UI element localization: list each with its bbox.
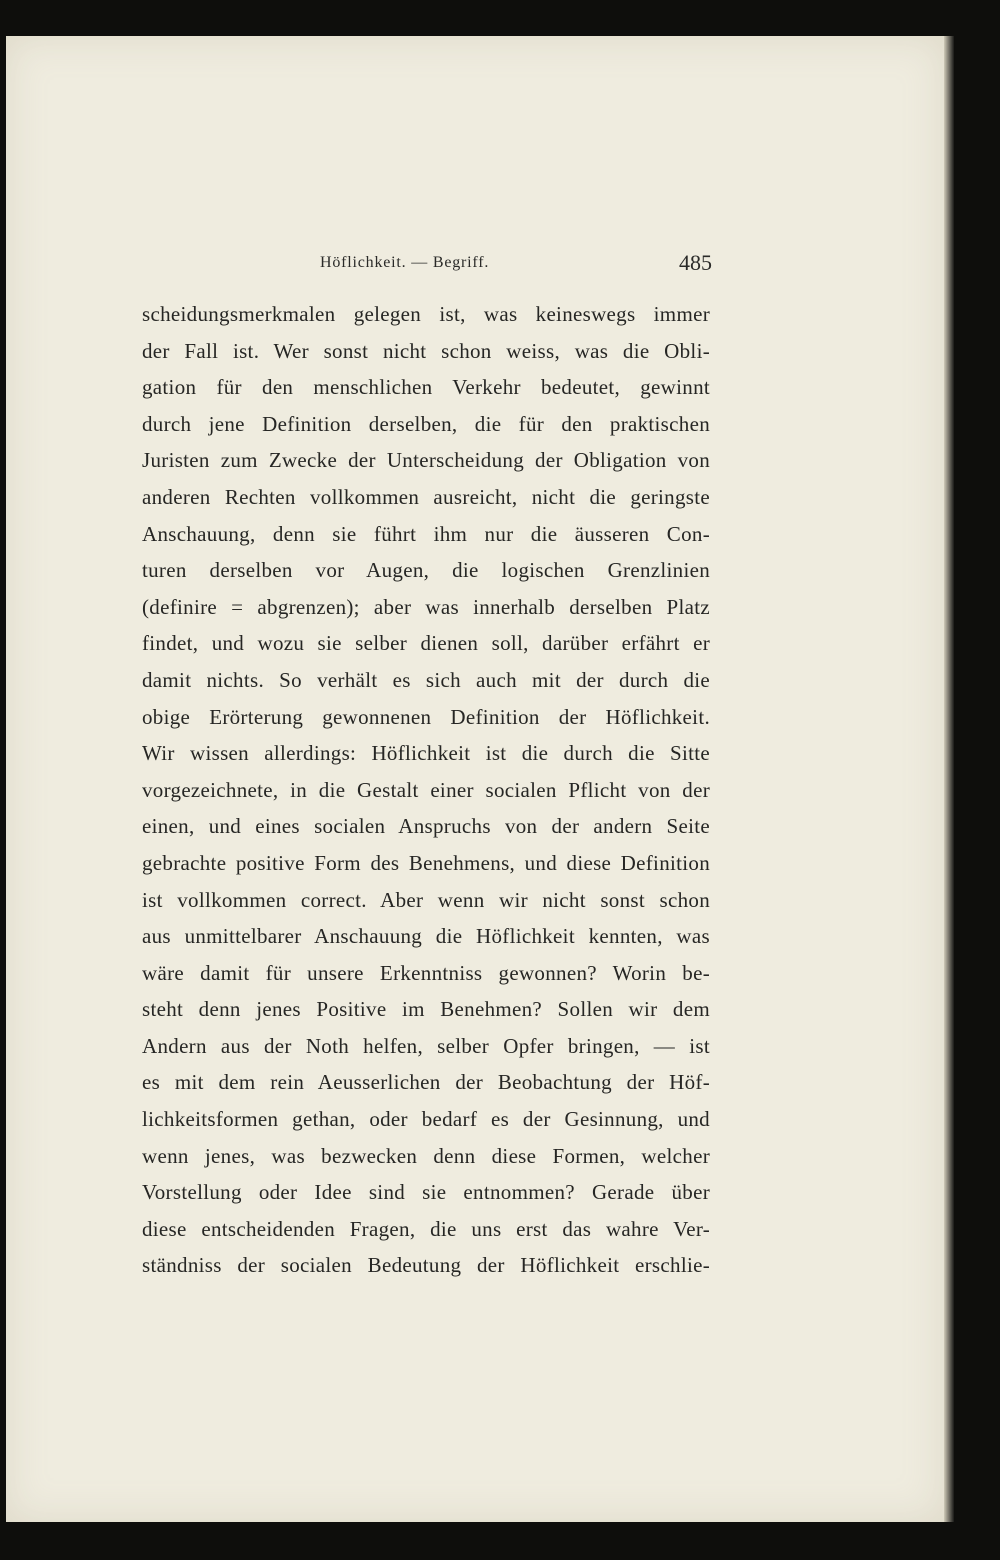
text-line: lichkeitsformen gethan, oder bedarf es der Gesinnung, und	[142, 1107, 710, 1132]
text-line: damit nichts. So verhält es sich auch mit der durch die	[142, 667, 710, 692]
text-line: der Fall ist. Wer sonst nicht schon weiss, was die Obli-	[142, 338, 710, 363]
text-line: vorgezeichnete, in die Gestalt einer socialen Pflicht von der	[142, 777, 710, 802]
page-number: 485	[679, 250, 712, 275]
text-line: einen, und eines socialen Anspruchs von der andern Seite	[142, 814, 710, 839]
text-line: durch jene Definition derselben, die für den praktischen	[142, 411, 710, 436]
text-line: diese entscheidenden Fragen, die uns erst das wahre Ver-	[142, 1216, 710, 1241]
text-line: Juristen zum Zwecke der Unterscheidung der Obligation von	[142, 448, 710, 473]
running-head	[142, 250, 712, 280]
text-line: steht denn jenes Positive im Benehmen? Sollen wir dem	[142, 997, 710, 1022]
body-text	[142, 296, 710, 1284]
running-title: Höflichkeit. — Begriff.	[320, 254, 490, 271]
text-line: es mit dem rein Aeusserlichen der Beobachtung der Höf-	[142, 1070, 710, 1095]
text-line: Andern aus der Noth helfen, selber Opfer bringen, — ist	[142, 1033, 710, 1058]
book-page	[6, 36, 944, 1522]
text-line: obige Erörterung gewonnenen Definition der Höflichkeit.	[142, 704, 710, 729]
text-line: (definire = abgrenzen); aber was innerhalb derselben Platz	[142, 594, 710, 619]
text-line: Vorstellung oder Idee sind sie entnommen? Gerade über	[142, 1180, 710, 1205]
text-line: findet, und wozu sie selber dienen soll, darüber erfährt er	[142, 631, 710, 656]
text-line: gation für den menschlichen Verkehr bedeutet, gewinnt	[142, 375, 710, 400]
text-line: Anschauung, denn sie führt ihm nur die äusseren Con-	[142, 521, 710, 546]
text-line: turen derselben vor Augen, die logischen Grenzlinien	[142, 558, 710, 583]
text-line: gebrachte positive Form des Benehmens, und diese Definition	[142, 850, 710, 875]
text-line: ist vollkommen correct. Aber wenn wir nicht sonst schon	[142, 887, 710, 912]
text-line: wenn jenes, was bezwecken denn diese Formen, welcher	[142, 1143, 710, 1168]
text-line: wäre damit für unsere Erkenntniss gewonnen? Worin be-	[142, 960, 710, 985]
text-line: anderen Rechten vollkommen ausreicht, nicht die geringste	[142, 484, 710, 509]
text-line: ständniss der socialen Bedeutung der Höflichkeit erschlie-	[142, 1253, 710, 1278]
text-line: Wir wissen allerdings: Höflichkeit ist die durch die Sitte	[142, 741, 710, 766]
page-edge	[944, 36, 954, 1522]
text-line: scheidungsmerkmalen gelegen ist, was keineswegs immer	[142, 302, 710, 326]
text-line: aus unmittelbarer Anschauung die Höflichkeit kennten, was	[142, 924, 710, 949]
